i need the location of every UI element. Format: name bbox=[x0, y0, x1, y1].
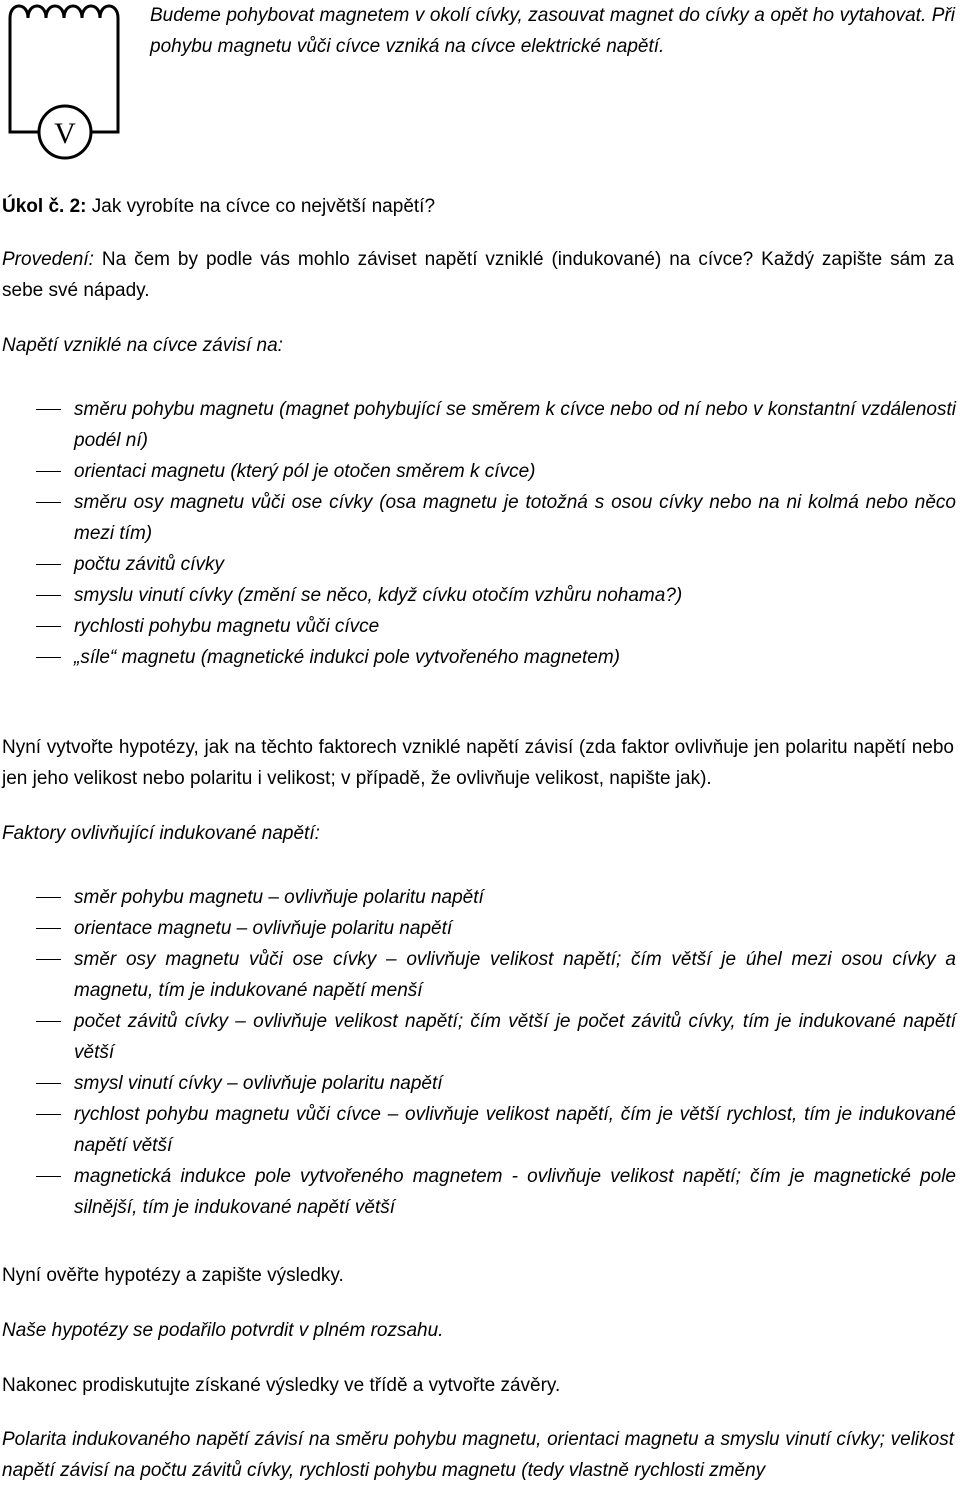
depends-heading: Napětí vzniklé na cívce závisí na: bbox=[2, 335, 283, 356]
left-wire bbox=[10, 18, 38, 132]
factors-list-item: magnetická indukce pole vytvořeného magnetem - ovlivňuje velikost napětí; čím je magnetické pole silnější, tím je indukované napětí větší bbox=[0, 1161, 956, 1223]
factors-list-item: směr osy magnetu vůči ose cívky – ovlivňuje velikost napětí; čím větší je úhel mezi osou cívky a magnetu, tím je indukované napětí menší bbox=[0, 944, 956, 1006]
task-line bbox=[2, 191, 435, 222]
factors-list-item: počet závitů cívky – ovlivňuje velikost napětí; čím větší je počet závitů cívky, tím je indukované napětí větší bbox=[0, 1006, 956, 1068]
coil-voltmeter-diagram bbox=[0, 0, 140, 165]
depends-list bbox=[0, 394, 956, 673]
procedure-paragraph bbox=[2, 244, 954, 306]
verify-paragraph: Nyní ověřte hypotézy a zapište výsledky. bbox=[2, 1265, 344, 1286]
factors-list bbox=[0, 882, 956, 1223]
depends-list-item: směru pohybu magnetu (magnet pohybující se směrem k cívce nebo od ní nebo v konstantní vzdálenosti podél ní) bbox=[0, 394, 956, 456]
conclusion-paragraph: Polarita indukovaného napětí závisí na směru pohybu magnetu, orientaci magnetu a smyslu vinutí cívky; velikost napětí závisí na počtu závitů cívky, rychlosti pohybu magnetu (tedy vlastně rychlosti změny bbox=[2, 1429, 954, 1481]
factors-heading: Faktory ovlivňující indukované napětí: bbox=[2, 823, 320, 844]
depends-list-item: počtu závitů cívky bbox=[0, 549, 956, 580]
factors-list-item: smysl vinutí cívky – ovlivňuje polaritu napětí bbox=[0, 1068, 956, 1099]
factors-list-item: směr pohybu magnetu – ovlivňuje polaritu napětí bbox=[0, 882, 956, 913]
depends-list-item: směru osy magnetu vůči ose cívky (osa magnetu je totožná s osou cívky nebo na ni kolmá nebo něco mezi tím) bbox=[0, 487, 956, 549]
coil-winding bbox=[10, 6, 118, 18]
procedure-text: Na čem by podle vás mohlo záviset napětí vzniklé (indukované) na cívce? Každý zapište sám za sebe své nápady. bbox=[2, 249, 954, 301]
intro-paragraph: Budeme pohybovat magnetem v okolí cívky, zasouvat magnet do cívky a opět ho vytahovat. Při pohybu magnetu vůči cívce vzniká na cívce elektrické napětí. bbox=[150, 5, 955, 57]
factors-list-item: orientace magnetu – ovlivňuje polaritu napětí bbox=[0, 913, 956, 944]
right-wire bbox=[92, 18, 118, 132]
voltmeter-symbol: V bbox=[54, 117, 76, 150]
discuss-paragraph: Nakonec prodiskutujte získané výsledky ve třídě a vytvořte závěry. bbox=[2, 1375, 561, 1396]
depends-list-item: „síle“ magnetu (magnetické indukci pole vytvořeného magnetem) bbox=[0, 642, 956, 673]
depends-list-item: smyslu vinutí cívky (změní se něco, když cívku otočím vzhůru nohama?) bbox=[0, 580, 956, 611]
factors-list-item: rychlost pohybu magnetu vůči cívce – ovlivňuje velikost napětí, čím je větší rychlost, tím je indukované napětí větší bbox=[0, 1099, 956, 1161]
depends-list-item: orientaci magnetu (který pól je otočen směrem k cívce) bbox=[0, 456, 956, 487]
depends-list-item: rychlosti pohybu magnetu vůči cívce bbox=[0, 611, 956, 642]
procedure-label: Provedení: bbox=[2, 249, 94, 270]
hypotheses-paragraph: Nyní vytvořte hypotézy, jak na těchto faktorech vzniklé napětí závisí (zda faktor ovlivňuje jen polaritu napětí nebo jen jeho velikost nebo polaritu i velikost; v případě, že ovlivňuje velikost, napište jak). bbox=[2, 737, 954, 789]
task-label: Úkol č. 2: bbox=[2, 196, 87, 217]
result-paragraph: Naše hypotézy se podařilo potvrdit v plném rozsahu. bbox=[2, 1320, 444, 1341]
task-question: Jak vyrobíte na cívce co největší napětí? bbox=[86, 196, 436, 217]
